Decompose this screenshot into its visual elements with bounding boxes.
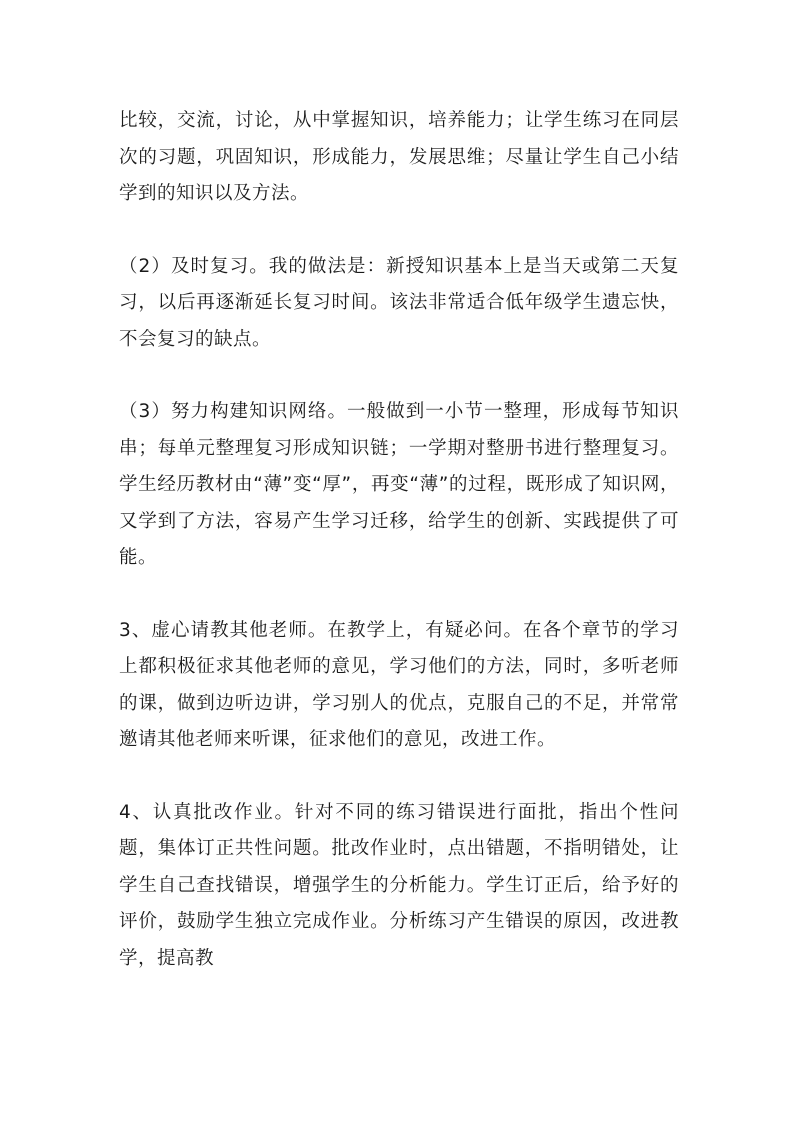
paragraph-consult-teachers: 3、虚心请教其他老师。在教学上，有疑必问。在各个章节的学习上都积极征求其他老师的意见，学习他们的方法，同时，多听老师的课，做到边听边讲，学习别人的优点，克服自己的不足，并常常邀请其他老师来听课，征求他们的意见，改进工作。: [119, 619, 679, 750]
paragraph-timely-review: （2）及时复习。我的做法是：新授知识基本上是当天或第二天复习，以后再逐渐延长复习时间。该法非常适合低年级学生遗忘快，不会复习的缺点。: [119, 255, 679, 350]
document-body: [119, 103, 679, 977]
paragraph-knowledge-network: （3）努力构建知识网络。一般做到一小节一整理，形成每节知识串；每单元整理复习形成知识链；一学期对整册书进行整理复习。学生经历教材由“薄”变“厚”，再变“薄”的过程，既形成了知识网，又学到了方法，容易产生学习迁移，给学生的创新、实践提供了可能。: [119, 401, 679, 568]
paragraph-grade-homework: 4、认真批改作业。针对不同的练习错误进行面批，指出个性问题，集体订正共性问题。批改作业时，点出错题，不指明错处，让学生自己查找错误，增强学生的分析能力。学生订正后，给予好的评价，鼓励学生独立完成作业。分析练习产生错误的原因，改进教学，提高教: [119, 801, 679, 969]
paragraph-continuation: 比较，交流，讨论，从中掌握知识，培养能力；让学生练习在同层次的习题，巩固知识，形成能力，发展思维；尽量让学生自己小结学到的知识以及方法。: [119, 110, 679, 204]
